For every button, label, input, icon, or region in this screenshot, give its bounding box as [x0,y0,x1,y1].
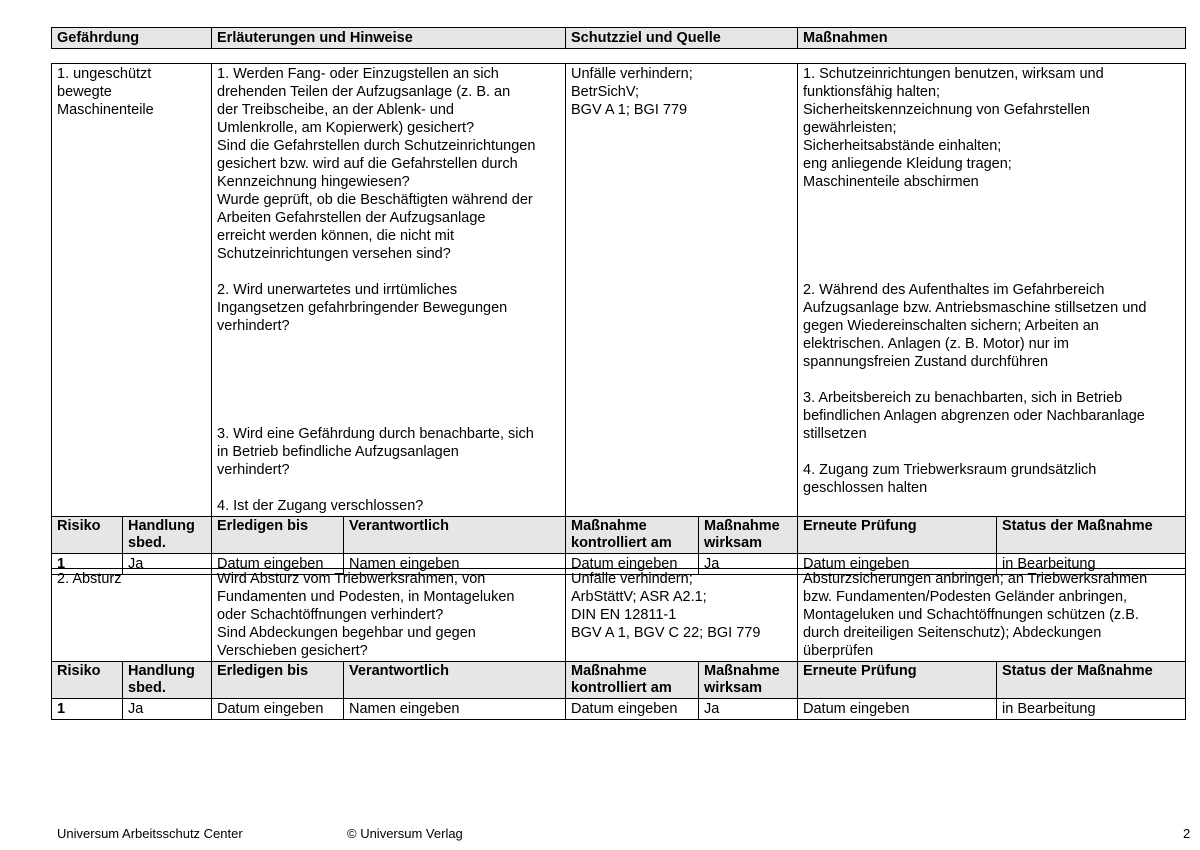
column-header-row [52,28,1186,49]
hazard-title: 2. Absturz [52,569,212,662]
hazard-source: Unfälle verhindern; ArbStättV; ASR A2.1; DIN EN 12811-1 BGV A 1, BGV C 22; BGI 779 [566,569,798,662]
sub-header-row [52,662,1186,699]
column-header-table [51,27,1186,49]
pruefung-value[interactable]: Datum eingeben [798,554,997,575]
sub-header-handlung: Handlung sbed. [123,662,212,699]
sub-header-wirksam: Maßnahme wirksam [699,517,798,554]
hazard-source: Unfälle verhindern; BetrSichV; BGV A 1; BGI 779 [566,64,798,517]
sub-header-status: Status der Maßnahme [997,662,1186,699]
sub-header-verantwortlich: Verantwortlich [344,517,566,554]
sub-header-kontrolliert: Maßnahme kontrolliert am [566,662,699,699]
hazard-row [52,64,1186,517]
pruefung-value[interactable]: Datum eingeben [798,699,997,720]
footer-publisher: Universum Arbeitsschutz Center [57,826,243,841]
erledigen-value[interactable]: Datum eingeben [212,554,344,575]
risiko-value[interactable]: 1 [52,554,123,575]
hazard-table-2 [51,568,1186,720]
sub-header-handlung: Handlung sbed. [123,517,212,554]
footer-copyright: © Universum Verlag [347,826,463,841]
status-value[interactable]: in Bearbeitung [997,699,1186,720]
kontrolliert-value[interactable]: Datum eingeben [566,699,699,720]
status-value[interactable]: in Bearbeitung [997,554,1186,575]
sub-header-risiko: Risiko [52,662,123,699]
sub-header-status: Status der Maßnahme [997,517,1186,554]
handlung-value[interactable]: Ja [123,699,212,720]
header-massnahmen: Maßnahmen [798,28,1186,49]
header-schutzziel: Schutzziel und Quelle [566,28,798,49]
sub-header-erledigen: Erledigen bis [212,662,344,699]
wirksam-value[interactable]: Ja [699,554,798,575]
sub-header-risiko: Risiko [52,517,123,554]
sub-header-wirksam: Maßnahme wirksam [699,662,798,699]
hazard-measures: 1. Schutzeinrichtungen benutzen, wirksam und funktionsfähig halten; Sicherheitskennzeichnung von Gefahrstellen gewährleisten; Sicherheitsabstände einhalten; eng anliegende Kleidung tragen; Maschinenteile abschirmen 2. Während des Aufenthaltes im Gefahrbereich Aufzugsanlage bzw. Antriebsmaschine stillsetzen und gegen Wiedereinschalten sichern; Arbeiten an elektrischen. Anlagen (z. B. Motor) nur im spannungsfreien Zustand durchführen 3. Arbeitsbereich zu benachbarten, sich in Betrieb befindlichen Anlagen abgrenzen oder Nachbaranlage stillsetzen 4. Zugang zum Triebwerksraum grundsätzlich geschlossen halten [798,64,1186,517]
page-number: 2 [1183,826,1191,841]
hazard-notes: Wird Absturz vom Triebwerksrahmen, von Fundamenten und Podesten, in Montageluken oder Schachtöffnungen verhindert? Sind Abdeckungen begehbar und gegen Verschieben gesichert? [212,569,566,662]
sub-header-verantwortlich: Verantwortlich [344,662,566,699]
erledigen-value[interactable]: Datum eingeben [212,699,344,720]
sub-header-kontrolliert: Maßnahme kontrolliert am [566,517,699,554]
sub-header-row [52,517,1186,554]
sub-header-erledigen: Erledigen bis [212,517,344,554]
hazard-row [52,569,1186,662]
sub-header-pruefung: Erneute Prüfung [798,662,997,699]
hazard-title: 1. ungeschützt bewegte Maschinenteile [52,64,212,517]
verantwortlich-value[interactable]: Namen eingeben [344,554,566,575]
hazard-measures: Absturzsicherungen anbringen; an Triebwerksrahmen bzw. Fundamenten/Podesten Geländer anbringen, Montageluken und Schachtöffnungen schützen (z.B. durch dreiteiligen Seitenschutz); Abdeckungen überprüfen [798,569,1186,662]
header-erlaeuterungen: Erläuterungen und Hinweise [212,28,566,49]
sub-header-pruefung: Erneute Prüfung [798,517,997,554]
risiko-value[interactable]: 1 [52,699,123,720]
hazard-table-1 [51,63,1186,575]
handlung-value[interactable]: Ja [123,554,212,575]
hazard-notes: 1. Werden Fang- oder Einzugstellen an sich drehenden Teilen der Aufzugsanlage (z. B. an der Treibscheibe, an der Ablenk- und Umlenkrolle, am Kopierwerk) gesichert? Sind die Gefahrstellen durch Schutzeinrichtungen gesichert bzw. wird auf die Gefahrstellen durch Kennzeichnung hingewiesen? Wurde geprüft, ob die Beschäftigten während der Arbeiten Gefahrstellen der Aufzugsanlage erreicht werden können, die nicht mit Schutzeinrichtungen versehen sind? 2. Wird unerwartetes und irrtümliches Ingangsetzen gefahrbringender Bewegungen verhindert? 3. Wird eine Gefährdung durch benachbarte, sich in Betrieb befindliche Aufzugsanlagen verhindert? 4. Ist der Zugang verschlossen? [212,64,566,517]
kontrolliert-value[interactable]: Datum eingeben [566,554,699,575]
wirksam-value[interactable]: Ja [699,699,798,720]
header-gefaehrdung: Gefährdung [52,28,212,49]
verantwortlich-value[interactable]: Namen eingeben [344,699,566,720]
value-row [52,699,1186,720]
